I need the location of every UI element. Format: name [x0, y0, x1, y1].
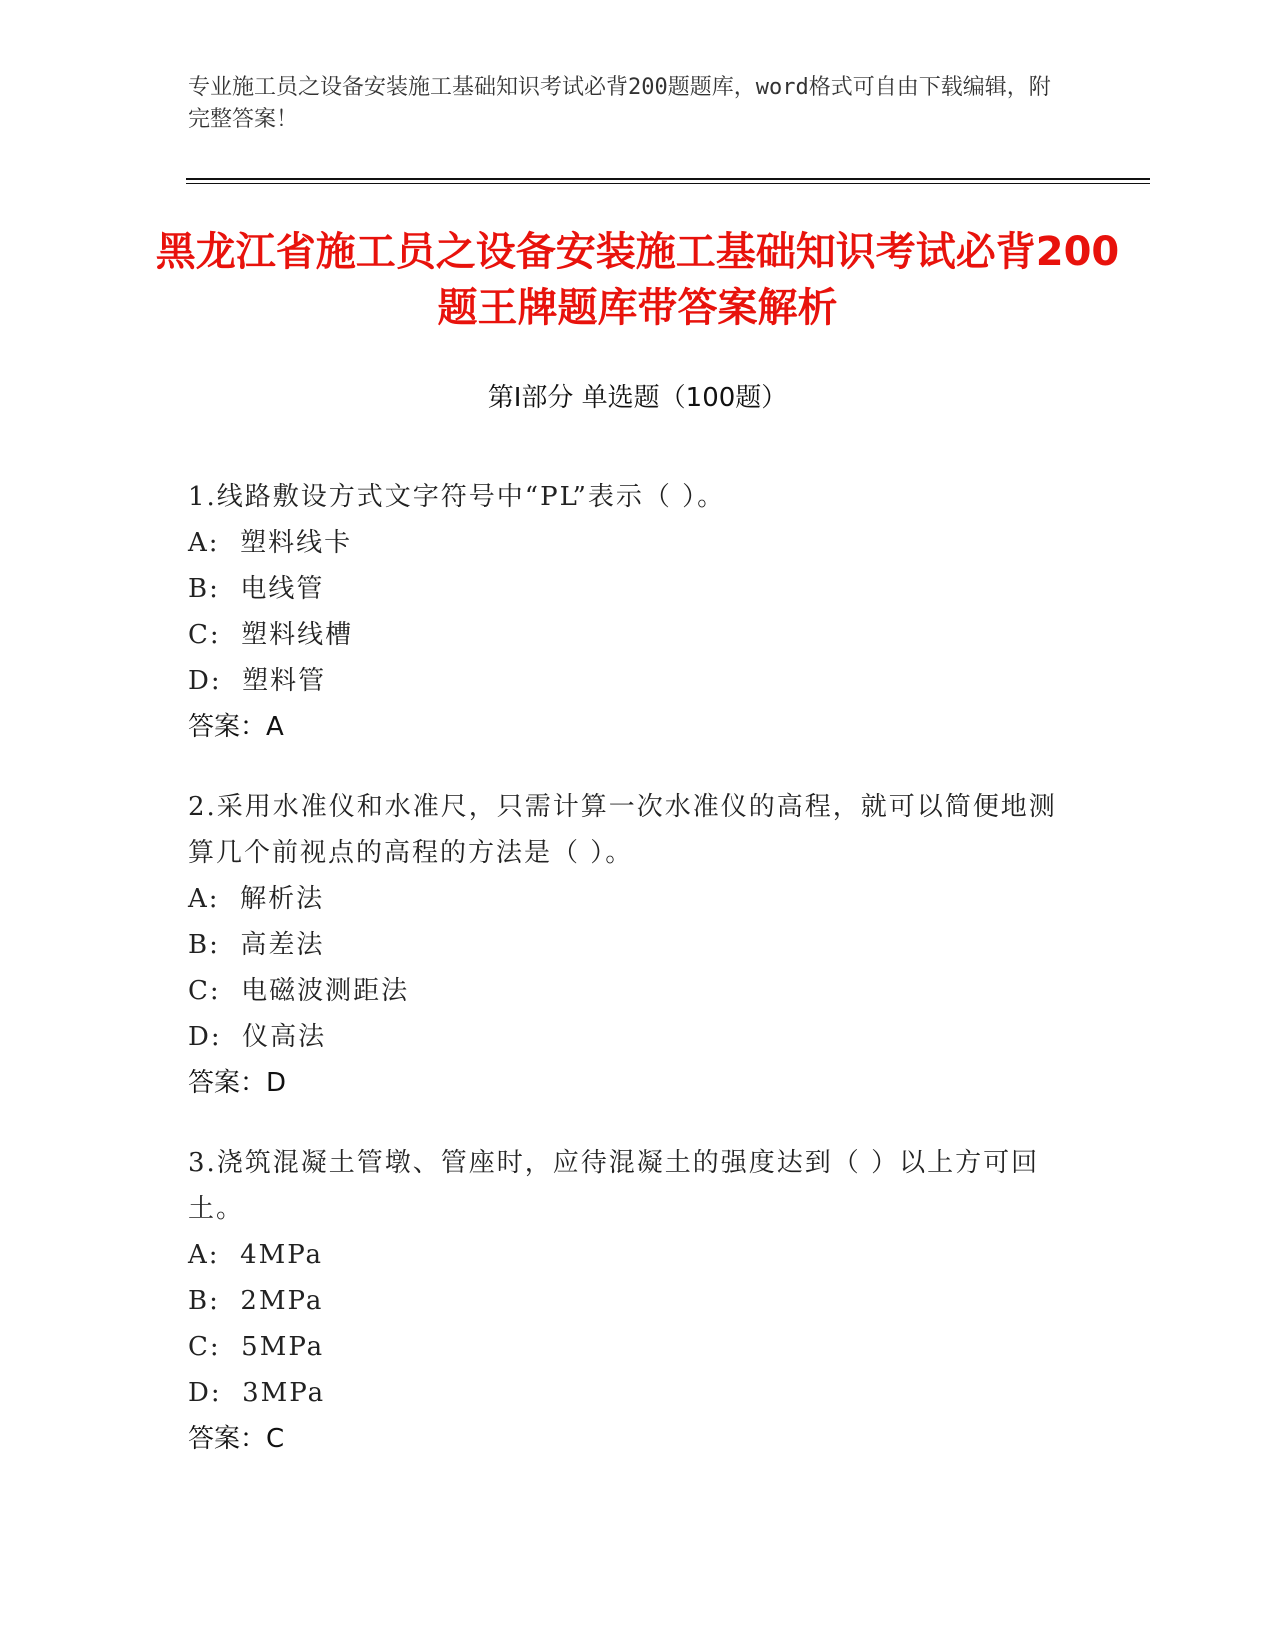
question-stem: 3.浇筑混凝土管墩、管座时，应待混凝土的强度达到（ ）以上方可回土。 — [188, 1148, 1040, 1224]
answer-line: 答案：A — [188, 712, 284, 742]
option-a: A: 解析法 — [188, 884, 325, 914]
option-a: A: 塑料线卡 — [188, 528, 353, 558]
question-list — [188, 474, 1068, 1496]
option-c: C: 电磁波测距法 — [188, 976, 410, 1006]
option-d: D: 塑料管 — [188, 666, 327, 696]
option-c: C: 5MPa — [188, 1332, 325, 1362]
option-b: B: 高差法 — [188, 930, 325, 960]
option-d: D: 3MPa — [188, 1378, 326, 1408]
header-note: 专业施工员之设备安装施工基础知识考试必背200题题库，word格式可自由下载编辑，附完整答案！ — [188, 75, 1051, 132]
answer-line: 答案：D — [188, 1068, 287, 1098]
question-3 — [188, 1140, 1068, 1462]
option-d: D: 仪高法 — [188, 1022, 327, 1052]
question-2 — [188, 784, 1068, 1106]
option-a: A: 4MPa — [188, 1240, 324, 1270]
document-title: 黑龙江省施工员之设备安装施工基础知识考试必背200题王牌题库带答案解析 — [155, 229, 1120, 331]
question-1 — [188, 474, 1068, 750]
option-b: B: 2MPa — [188, 1286, 324, 1316]
header-divider-thick — [186, 178, 1150, 180]
option-c: C: 塑料线槽 — [188, 620, 354, 650]
answer-line: 答案：C — [188, 1424, 285, 1454]
question-stem: 2.采用水准仪和水准尺，只需计算一次水准仪的高程，就可以简便地测算几个前视点的高程的方法是（ ）。 — [188, 792, 1057, 868]
option-b: B: 电线管 — [188, 574, 325, 604]
header-divider-thin — [186, 183, 1150, 184]
section-title: 第Ⅰ部分 单选题（100题） — [487, 383, 788, 413]
question-stem: 1.线路敷设方式文字符号中“PL”表示（ ）。 — [188, 482, 726, 512]
